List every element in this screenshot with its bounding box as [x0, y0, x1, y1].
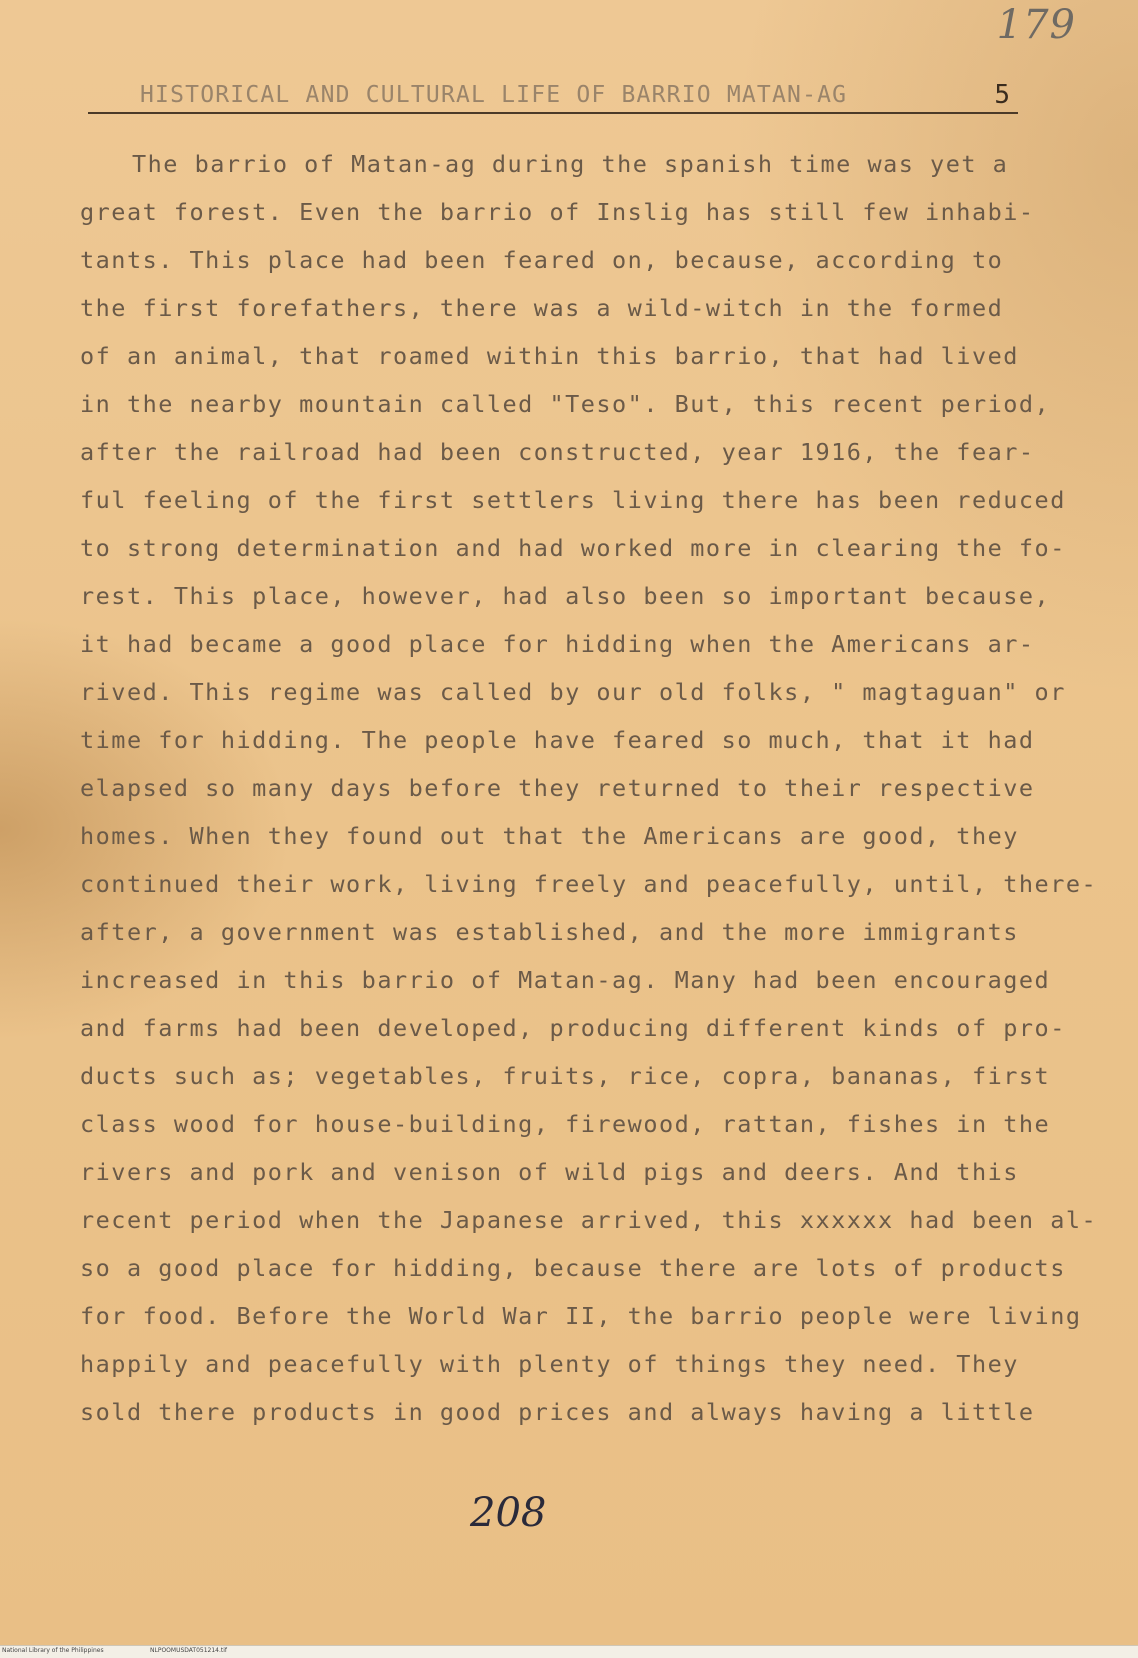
text-line: increased in this barrio of Matan-ag. Many had been encouraged	[80, 966, 1051, 994]
footer-filename: NLPOOMUSDAT051214.tif	[150, 1647, 228, 1654]
text-line: rived. This regime was called by our old folks, " magtaguan" or	[80, 678, 1066, 706]
handwritten-page-number: 208	[470, 1490, 547, 1536]
text-line: so a good place for hidding, because there are lots of products	[80, 1254, 1066, 1282]
text-line: and farms had been developed, producing different kinds of pro-	[80, 1014, 1066, 1042]
text-line: tants. This place had been feared on, because, according to	[80, 246, 1004, 274]
header-title: HISTORICAL AND CULTURAL LIFE OF BARRIO MATAN-AG	[140, 82, 848, 108]
text-line: class wood for house-building, firewood, rattan, fishes in the	[80, 1110, 1051, 1138]
page-header	[88, 80, 1018, 114]
text-line: continued their work, living freely and peacefully, until, there-	[80, 870, 1098, 898]
text-line: happily and peacefully with plenty of things they need. They	[80, 1350, 1019, 1378]
header-page-number: 5	[994, 80, 1010, 110]
text-line: for food. Before the World War II, the barrio people were living	[80, 1302, 1082, 1330]
text-line: recent period when the Japanese arrived, this xxxxxx had been al-	[80, 1206, 1098, 1234]
text-line: the first forefathers, there was a wild-witch in the formed	[80, 294, 1004, 322]
folio-number: 179	[996, 2, 1076, 48]
text-line: to strong determination and had worked more in clearing the fo-	[80, 534, 1066, 562]
text-line: ful feeling of the first settlers living there has been reduced	[80, 486, 1066, 514]
text-line: elapsed so many days before they returned to their respective	[80, 774, 1035, 802]
text-line: time for hidding. The people have feared so much, that it had	[80, 726, 1035, 754]
text-line: in the nearby mountain called "Teso". But, this recent period,	[80, 390, 1051, 418]
text-line: The barrio of Matan-ag during the spanish time was yet a	[132, 150, 1009, 178]
text-line: of an animal, that roamed within this barrio, that had lived	[80, 342, 1019, 370]
text-line: after the railroad had been constructed, year 1916, the fear-	[80, 438, 1035, 466]
text-line: after, a government was established, and the more immigrants	[80, 918, 1019, 946]
text-line: ducts such as; vegetables, fruits, rice, copra, bananas, first	[80, 1062, 1051, 1090]
text-line: homes. When they found out that the Americans are good, they	[80, 822, 1019, 850]
footer-source: National Library of the Philippines	[2, 1647, 104, 1654]
scan-footer	[0, 1645, 1138, 1658]
text-line: great forest. Even the barrio of Inslig has still few inhabi-	[80, 198, 1035, 226]
text-line: it had became a good place for hidding when the Americans ar-	[80, 630, 1035, 658]
text-line: rest. This place, however, had also been so important because,	[80, 582, 1051, 610]
text-line: rivers and pork and venison of wild pigs and deers. And this	[80, 1158, 1019, 1186]
text-line: sold there products in good prices and always having a little	[80, 1398, 1035, 1426]
